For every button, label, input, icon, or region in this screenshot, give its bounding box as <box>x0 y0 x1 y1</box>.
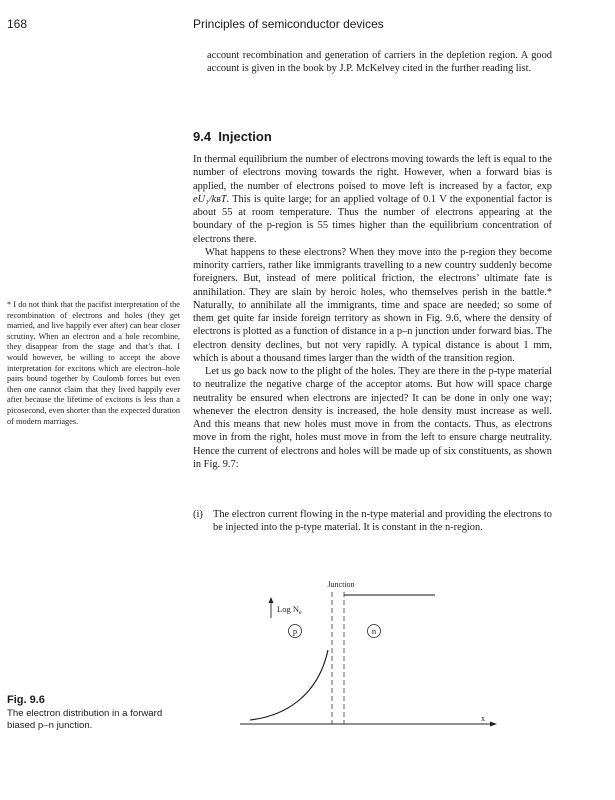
electron-density-curve-p <box>250 650 328 720</box>
junction-label: Junction <box>327 580 355 589</box>
figure-caption-text: The electron distribution in a forward biased p–n junction. <box>7 708 163 732</box>
running-title: Principles of semiconductor devices <box>193 17 384 31</box>
list-item-text: The electron current flowing in the n-type material and providing the electrons to be injected into the p-type material. It is constant in the n-region. <box>213 509 552 534</box>
x-axis-label: x <box>481 714 485 723</box>
section-number: 9.4 <box>193 129 212 144</box>
main-body <box>193 153 552 471</box>
p-region-label: p <box>292 626 298 636</box>
section-title: Injection <box>218 129 272 144</box>
y-axis-arrowhead <box>269 597 274 603</box>
bias-factor-math: eU₁/kʙT <box>193 193 227 205</box>
list-item-i <box>193 508 552 535</box>
paragraph-3: Let us go back now to the plight of the holes. They are there in the p-type material to neutralize the negative charge of the acceptor atoms. But how will space charge neutrality be ensured when electrons are injected? It can be done in only one way; whenever the electron density is increased, the hole density must increase as well. And this means that new holes must move in from the contacts. Thus, as electrons move in from the right, holes must move in from the left to ensure charge neutrality. Hence the current of electrons and holes will be made up of six constituents, as shown in Fig. 9.7: <box>193 366 552 470</box>
intro-text: account recombination and generation of carriers in the depletion region. A good account is given in the book by J.P. McKelvey cited in the further reading list. <box>207 50 552 75</box>
list-marker: (i) <box>193 509 203 520</box>
page-number: 168 <box>7 17 28 31</box>
y-axis-label: Log $N_e$ <box>277 604 302 616</box>
paragraph-1: In thermal equilibrium the number of electrons moving towards the left is equal to the number of electrons moving towards the right. However, when a forward bias is applied, the number of electrons poised to move left is increased by a factor, exp eU₁/kʙT. This is quite large; for an applied voltage of 0.1 V the exponential factor is about 55 at room temperature. Thus the number of electrons appearing at the boundary of the p-region is 55 times higher than the equilibrium concentration of electrons there. <box>193 154 552 245</box>
footnote-text: * I do not think that the pacifist interpretation of the recombination of electrons and holes (they get married, and live happily ever after) can bear closer scrutiny. When an electron and a hole recombine, they disappear from the stage and that’s that. I would however, be willing to accept the above interpretation for excitons which are electron–hole pairs bound together by Coulomb forces but even then one cannot claim that they lived happily ever after because the lifetime of excitons is less than a picosecond, even shorter than the expected duration of modern marriages. <box>7 300 180 426</box>
figure-caption <box>7 694 177 733</box>
footnote <box>7 300 180 427</box>
figure-9-6-diagram <box>240 578 510 738</box>
n-region-label: n <box>371 626 377 636</box>
paragraph-2: What happens to these electrons? When they move into the p-region they become minority carriers, rather like immigrants travelling to a new country suddenly become foreigners. But, instead of mere political friction, the electrons’ ultimate fate is annihilation. They are slain by heroic holes, who themselves perish in the battle.* Naturally, to annihilate all the immigrants, time and space are needed; so some of them get quite far inside foreign territory as shown in Fig. 9.6, where the density of electrons is plotted as a function of distance in a p–n junction under forward bias. The electron density declines, but not very rapidly. A typical distance is about 1 mm, which is about a thousand times larger than the width of the transition region. <box>193 246 552 364</box>
section-heading <box>193 129 272 144</box>
intro-paragraph <box>207 49 552 76</box>
x-axis-arrowhead <box>490 722 497 727</box>
figure-label: Fig. 9.6 <box>7 694 45 706</box>
